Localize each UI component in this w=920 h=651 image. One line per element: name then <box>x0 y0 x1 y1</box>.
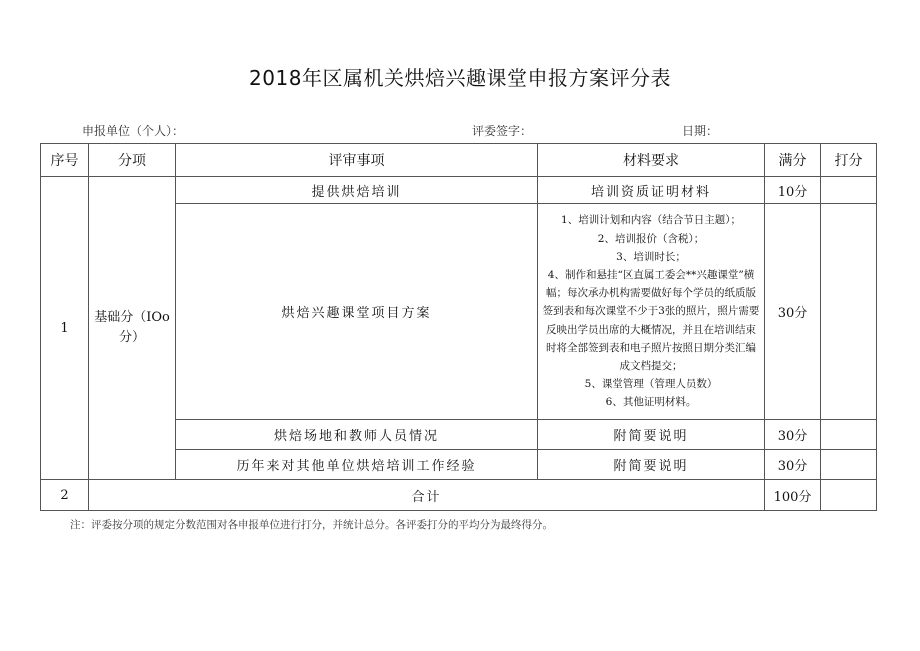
section-category: 基础分（IOo分） <box>89 177 176 480</box>
materials-list-cell <box>538 204 765 420</box>
list-item: 3、培训时长； <box>616 250 686 263</box>
header-materials: 材料要求 <box>538 144 765 177</box>
score-input-cell[interactable] <box>821 204 877 420</box>
header-full-score: 满分 <box>765 144 821 177</box>
table-row <box>41 177 877 204</box>
score-input-cell[interactable] <box>821 177 877 204</box>
materials-cell: 附简要说明 <box>538 450 765 480</box>
header-row <box>41 144 877 177</box>
total-score-input-cell[interactable] <box>821 480 877 511</box>
section-number: 1 <box>41 177 89 480</box>
list-item: 1、培训计划和内容（结合节日主题）； <box>561 214 741 227</box>
score-input-cell[interactable] <box>821 420 877 450</box>
scoring-table <box>40 143 877 511</box>
document-title: 2018年区属机关烘焙兴趣课堂申报方案评分表 <box>249 66 671 90</box>
full-score-cell: 30分 <box>765 420 821 450</box>
judge-signature-label: 评委签字： <box>472 124 533 138</box>
item-cell: 提供烘焙培训 <box>176 177 538 204</box>
total-number: 2 <box>41 480 89 511</box>
item-cell: 历年来对其他单位烘焙培训工作经验 <box>176 450 538 480</box>
item-cell: 烘焙场地和教师人员情况 <box>176 420 538 450</box>
full-score-cell: 30分 <box>765 204 821 420</box>
header-item: 评审事项 <box>176 144 538 177</box>
header-category: 分项 <box>89 144 176 177</box>
header-no: 序号 <box>41 144 89 177</box>
footnote: 注：评委按分项的规定分数范围对各申报单位进行打分，并统计总分。各评委打分的平均分为最终得分。 <box>70 519 553 531</box>
date-label: 日期： <box>682 124 719 138</box>
score-input-cell[interactable] <box>821 450 877 480</box>
list-item: 6、其他证明材料。 <box>605 396 697 409</box>
list-item: 5、课堂管理（管理人员数） <box>584 378 718 391</box>
total-row <box>41 480 877 511</box>
total-full-score: 100分 <box>765 480 821 511</box>
materials-cell: 附简要说明 <box>538 420 765 450</box>
list-item: 2、培训报价（含税）； <box>597 232 705 245</box>
list-item: 4、制作和悬挂“区直属工委会**兴趣课堂”横幅；每次承办机构需要做好每个学员的纸质版签到表和每次课堂不少于3张的照片，照片需要反映出学员出席的大概情况，并且在培训结束时将全部签到表和电子照片按照日期分类汇编成文档提交； <box>542 268 760 372</box>
item-cell: 烘焙兴趣课堂项目方案 <box>176 204 538 420</box>
full-score-cell: 30分 <box>765 450 821 480</box>
header-score: 打分 <box>821 144 877 177</box>
total-label: 合计 <box>89 480 765 511</box>
materials-cell: 培训资质证明材料 <box>538 177 765 204</box>
full-score-cell: 10分 <box>765 177 821 204</box>
applicant-label: 申报单位（个人）： <box>82 124 185 138</box>
